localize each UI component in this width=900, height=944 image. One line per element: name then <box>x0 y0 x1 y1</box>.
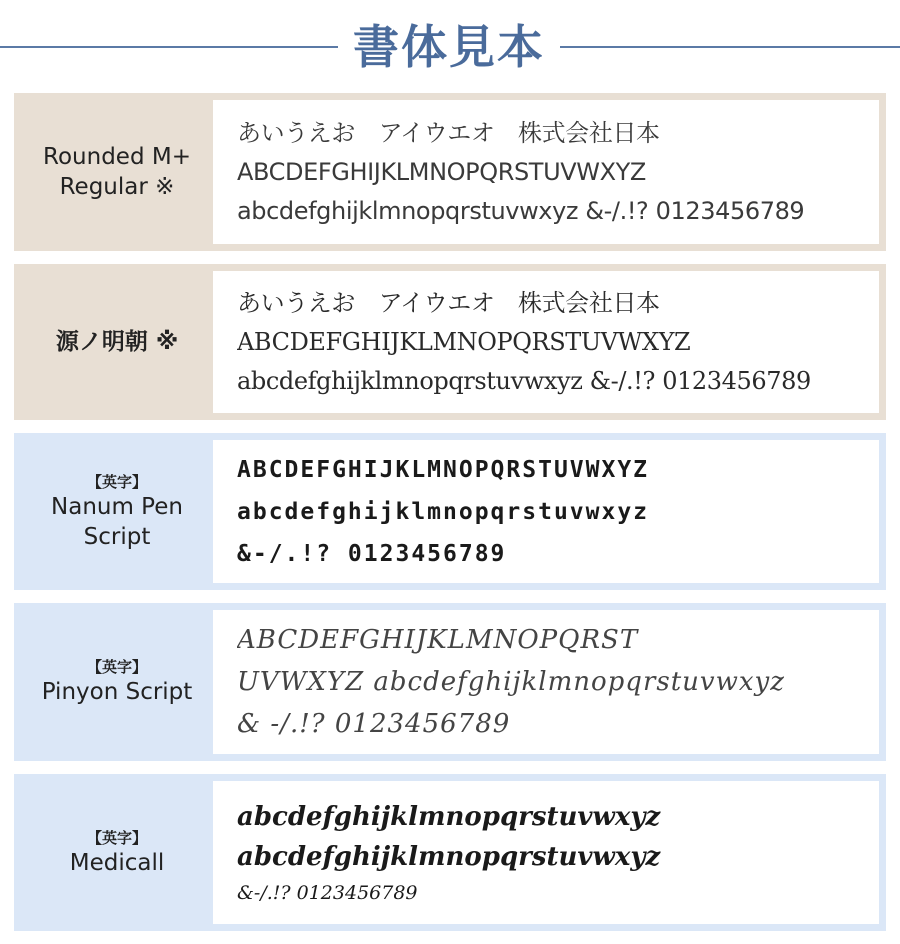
font-row-genno-mincho <box>14 264 886 420</box>
sample-lowercase: abcdefghijklmnopqrstuvwxyz &-/.!? 0123456789 <box>237 196 805 225</box>
font-row-nanum-pen-script <box>14 433 886 590</box>
sample-lowercase: abcdefghijklmnopqrstuvwxyz &-/.!? 0123456789 <box>237 366 811 395</box>
sample-symbols: & -/.!? 0123456789 <box>237 709 511 739</box>
font-tag: 【英字】 <box>86 472 147 491</box>
font-label <box>21 610 213 754</box>
font-name: Medicall <box>69 849 165 876</box>
font-sample <box>213 100 879 244</box>
sample-uppercase: ABCDEFGHIJKLMNOPQRSTUVWXYZ <box>237 157 646 186</box>
font-name-sub: Regular ※ <box>59 174 175 200</box>
sample-lowercase-alt: abcdefghijklmnopqrstuvwxyz <box>237 841 661 872</box>
font-name: 源ノ明朝 ※ <box>55 329 179 355</box>
sample-uppercase: ABCDEFGHIJKLMNOPQRSTUVWXYZ <box>237 327 691 356</box>
page-title: 書体見本 <box>353 20 545 74</box>
font-label <box>21 100 213 244</box>
font-tag: 【英字】 <box>86 658 147 676</box>
font-row-pinyon-script <box>14 603 886 761</box>
sample-kana: あいうえお アイウエオ 株式会社日本 <box>237 118 660 147</box>
font-name: Rounded M+ <box>43 144 191 170</box>
font-tag: 【英字】 <box>86 828 147 847</box>
font-name: Pinyon Script <box>41 679 193 705</box>
font-sample <box>213 781 879 924</box>
font-label <box>21 271 213 413</box>
title-divider-right <box>560 46 900 48</box>
sample-kana: あいうえお アイウエオ 株式会社日本 <box>237 288 660 317</box>
font-label <box>21 440 213 583</box>
sample-lowercase: abcdefghijklmnopqrstuvwxyz <box>237 498 650 525</box>
font-row-rounded-mplus <box>14 93 886 251</box>
sample-uppercase: ABCDEFGHIJKLMNOPQRSTUVWXYZ <box>237 456 650 483</box>
font-name-sub: Script <box>83 523 151 550</box>
font-sample <box>213 440 879 583</box>
sample-symbols: &-/.!? 0123456789 <box>237 540 507 567</box>
font-sample-list <box>14 93 886 931</box>
section-header <box>0 16 900 80</box>
sample-symbols: &-/.!? 0123456789 <box>237 881 418 904</box>
font-sample <box>213 271 879 413</box>
font-row-medicall <box>14 774 886 931</box>
font-sample <box>213 610 879 754</box>
sample-lowercase: abcdefghijklmnopqrstuvwxyz <box>237 801 661 832</box>
sample-uppercase: ABCDEFGHIJKLMNOPQRST <box>237 625 639 655</box>
font-label <box>21 781 213 924</box>
title-divider-left <box>0 46 338 48</box>
sample-mixed: UVWXYZ abcdefghijklmnopqrstuvwxyz <box>237 667 785 697</box>
font-name: Nanum Pen <box>51 493 183 520</box>
